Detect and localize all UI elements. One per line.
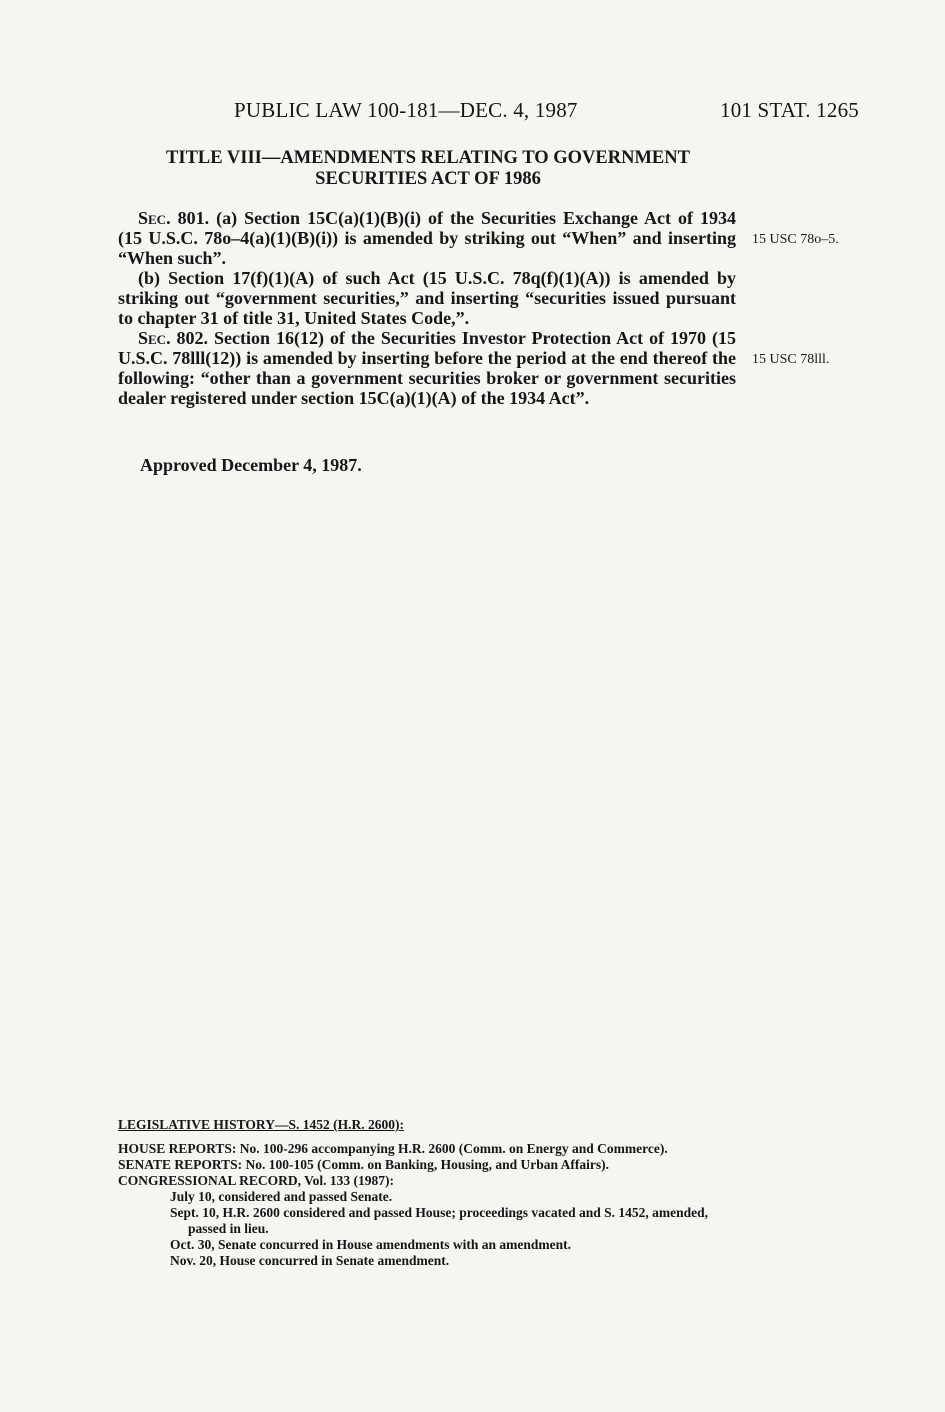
section-801-b: (b) Section 17(f)(1)(A) of such Act (15 U.S.C. 78q(f)(1)(A)) is amended by striking out “government securities,” and inserting “securities issued pursuant to chapter 31 of title 31, United States Code,”. [118, 268, 736, 328]
section-802 [118, 328, 736, 408]
margin-note-usc-78lll: 15 USC 78lll. [752, 352, 830, 367]
running-head-right: 101 STAT. 1265 [720, 98, 859, 122]
record-entry: July 10, considered and passed Senate. [170, 1189, 393, 1204]
legislative-history-title: LEGISLATIVE HISTORY—S. 1452 (H.R. 2600): [118, 1117, 404, 1132]
house-reports: HOUSE REPORTS: No. 100-296 accompanying H.R. 2600 (Comm. on Energy and Commerce). [118, 1141, 668, 1156]
title-line-1: TITLE VIII—AMENDMENTS RELATING TO GOVERNMENT [166, 148, 690, 168]
section-801-a-text: 801. (a) Section 15C(a)(1)(B)(i) of the Securities Exchange Act of 1934 (15 U.S.C. 78o–4(a)(1)(B)(i)) is amended by striking out “When” and inserting “When such”. [118, 208, 736, 268]
sec-label: Sec. [138, 208, 171, 228]
legislative-history [118, 1117, 748, 1269]
record-entry: Oct. 30, Senate concurred in House amendments with an amendment. [170, 1237, 571, 1252]
senate-reports: SENATE REPORTS: No. 100-105 (Comm. on Banking, Housing, and Urban Affairs). [118, 1157, 609, 1172]
section-802-text: 802. Section 16(12) of the Securities Investor Protection Act of 1970 (15 U.S.C. 78lll(12)) is amended by inserting before the period at the end thereof the following: “other than a government securities broker or government securities dealer registered under section 15C(a)(1)(A) of the 1934 Act”. [118, 328, 736, 408]
running-head-left: PUBLIC LAW 100-181—DEC. 4, 1987 [234, 98, 578, 122]
record-entry: Nov. 20, House concurred in Senate amendment. [170, 1253, 450, 1268]
title-heading [118, 148, 738, 190]
record-entry: Sept. 10, H.R. 2600 considered and passed House; proceedings vacated and S. 1452, amended, passed in lieu. [170, 1205, 709, 1236]
sec-label: Sec. [138, 328, 171, 348]
section-801-a [118, 208, 736, 268]
approval-date: Approved December 4, 1987. [140, 455, 362, 475]
body-text [118, 208, 736, 408]
congressional-record: CONGRESSIONAL RECORD, Vol. 133 (1987): [118, 1173, 395, 1188]
title-line-2: SECURITIES ACT OF 1986 [315, 169, 541, 189]
margin-note-usc-78o-5: 15 USC 78o–5. [752, 232, 839, 247]
